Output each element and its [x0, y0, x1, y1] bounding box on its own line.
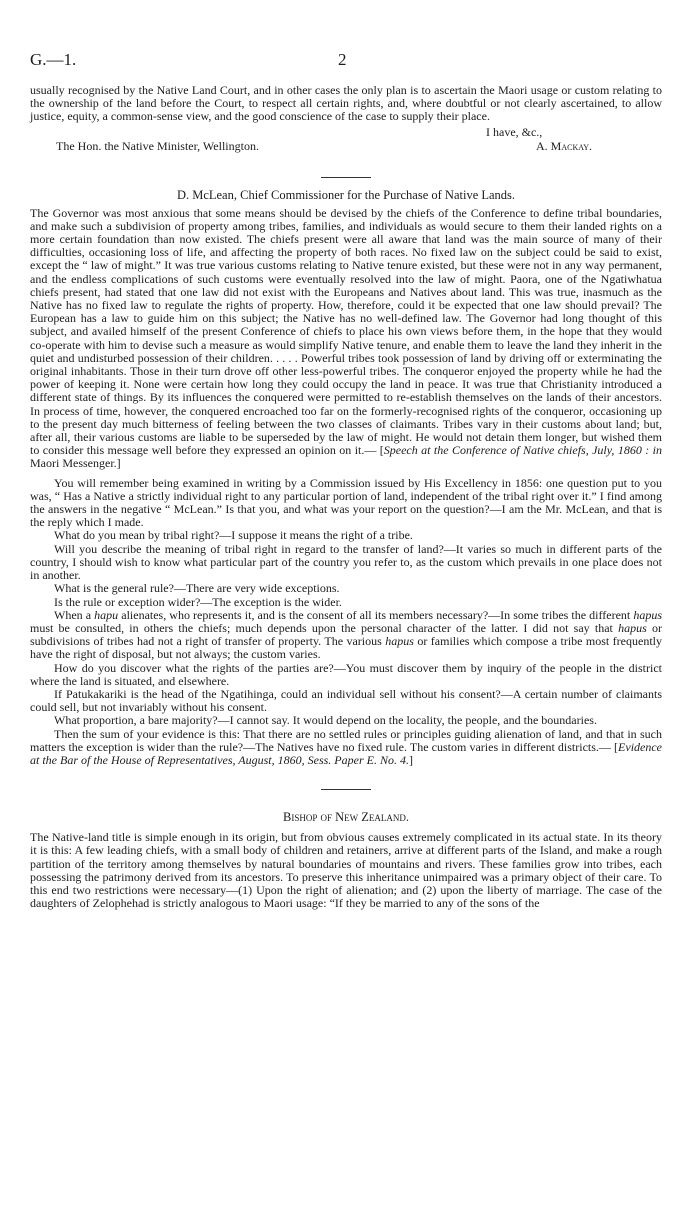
evidence-paragraph: What proportion, a bare majority?—I cannot say. It would depend on the locality, the people, and the boundaries.	[54, 713, 597, 728]
bishop-text: The Native-land title is simple enough in its origin, but from obvious causes extremely complicated in its actual state. In its theory it is this: A few leading chiefs, with a small body of children and retainers, arrive at different parts of the Island, and make a rough partition of the territory among themselves by natural boundaries of mountains and rivers. These families grow into tribes, each possessing the patrimony derived from its ancestors. To preserve this inheritance unimpaired was a primary object of their care. To this end two restrictions were necessary—(1) Upon the right of alienation; and (2) upon the liberty of marriage. The case of the daughters of Zelophehad is strictly analogous to Maori usage: “If they be married to any of the sons of the	[30, 830, 662, 911]
section-heading-bishop: Bishop of New Zealand.	[283, 810, 409, 825]
signatory: A. Mackay.	[536, 138, 593, 153]
letter-closing-paragraph: usually recognised by the Native Land Court, and in other cases the only plan is to ascertain the Maori usage or custom relating to the ownership of the land before the Court, to respect all certain rights, and, where doubtful or not clearly ascertained, to allow justice, equity, a common-sense view, and the good conscience of the case to supply their place.	[30, 83, 662, 124]
page-number: 2	[338, 50, 347, 69]
evidence-paragraph: If Patukakariki is the head of the Ngatihinga, could an individual sell without his consent?—A certain number of claimants could sell, but not invariably without his consent.	[30, 686, 662, 715]
section-heading-mclean: D. McLean, Chief Commissioner for the Purchase of Native Lands.	[176, 187, 516, 202]
valediction: I have, &c.,	[486, 124, 543, 139]
evidence-paragraph: Is the rule or exception wider?—The exception is the wider.	[54, 594, 342, 609]
page-reference: G.—1.	[30, 50, 77, 69]
document-body	[30, 84, 662, 910]
evidence-paragraph: What is the general rule?—There are very wide exceptions.	[54, 581, 340, 596]
evidence-paragraph: Will you describe the meaning of tribal right in regard to the transfer of land?—It varies so much in different parts of the country, I should wish to know what particular part of the country you refer to, as the custom which prevails in one place does not in another.	[30, 541, 662, 583]
evidence-paragraph: Then the sum of your evidence is this: That there are no settled rules or principles guiding alienation of land, and that in such matters the exception is wider than the rule?—The Natives have no fixed rule. The custom varies in different districts.— [Evidence at the Bar of the House of Representatives, August, 1860, Sess. Paper E. No. 4.]	[30, 726, 662, 767]
evidence-paragraph: You will remember being examined in writing by a Commission issued by His Excellency in 1856: one question put to you was, “ Has a Native a strictly individual right to any particular portion of land, independent of the tribal right over it.” I find among the answers in the negative “ McLean.” Is that you, and what was your report on the question?—I am the Mr. McLean, and that is the reply which I made.	[30, 475, 662, 530]
evidence-paragraph: What do you mean by tribal right?—I suppose it means the right of a tribe.	[54, 528, 413, 543]
addressee: The Hon. the Native Minister, Wellington.	[56, 138, 259, 153]
evidence-paragraph: How do you discover what the rights of the parties are?—You must discover them by inquiry of the people in the district where the land is situated, and elsewhere.	[30, 660, 662, 688]
evidence-paragraph: When a hapu alienates, who represents it, and is the consent of all its members necessary?—In some tribes the different hapus must be consulted, in others the chiefs; much depends upon the personal character of the latter. I did not say that hapus or subdivisions of tribes had not a right of transfer of property. The various hapus or families which compose a tribe most frequently have the right of disposal, but not always; the custom varies.	[30, 607, 662, 662]
mclean-speech: The Governor was most anxious that some means should be devised by the chiefs of the Conference to define tribal boundaries, and make such a subdivision of property among tribes, families, and individuals as would secure to them their landed rights on a more certain foundation than now existed. The chiefs present were all aware that land was the main source of many of their difficulties, occasioning loss of life, and affecting the property of both races. No fixed law on the subject could be said to exist, except the “ law of might.” It was true various customs relating to Native tenure existed, but these were not in any way permanent, and the endless complications of such customs were eventually resolved into the law of might. Paora, one of the Ngatiwhatua chiefs present, had stated that one law did not exist with the Europeans and Natives about land. This was true, inasmuch as the Native has no fixed law to regulate the rights of property. How, therefore, could it be expected that one law should prevail? The European has a law to guide him on this subject; the Native has no well-defined law. The Governor had long thought of this subject, and availed himself of the present Conference of chiefs to place his own views before them, in the hope that they would co-operate with him to devise such a measure as would simplify Native tenure, and enable them to leave the land they inherit in the quiet and undisturbed possession of their children. . . . . Powerful tribes took possession of land by driving off or exterminating the original inhabitants. Those in their turn drove off other less-powerful tribes. The conqueror enjoyed the property while he had the power of keeping it. None were certain how long they could occupy the land in peace. It was true that Christianity introduced a different state of things. By its influences the conquered were permitted to re-establish themselves on the lands of their ancestors. In process of time, however, the conquered encroached too far on the formerly-recognised rights of the conqueror, occasioning up to the present day much bitterness of feeling between the two classes of claimants. Tribes vary in their customs about land; but, after all, their various customs are liable to be superseded by the law of might. He would not detain them longer, but wished them to consider this message well before they expressed an opinion on it.— [Speech at the Conference of Native chiefs, July, 1860 : in Maori Messenger.]	[30, 205, 662, 471]
